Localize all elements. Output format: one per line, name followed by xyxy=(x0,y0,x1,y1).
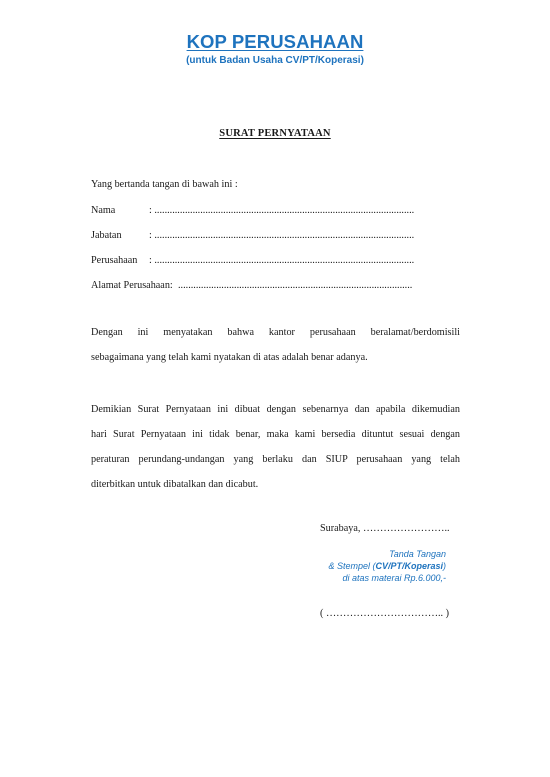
field-value-nama: : ...................................................................................................... xyxy=(149,205,415,216)
paragraph1-line1: Dengan ini menyatakan bahwa kantor perusahaan beralamat/berdomisili xyxy=(91,327,460,338)
field-label-alamat: Alamat Perusahaan: xyxy=(91,280,173,291)
letterhead-title: KOP PERUSAHAAN xyxy=(186,31,364,52)
paragraph1-line2: sebagaimana yang telah kami nyatakan di atas adalah benar adanya. xyxy=(91,352,368,363)
paragraph2-line2: hari Surat Pernyataan ini tidak benar, maka kami bersedia dituntut sesuai dengan xyxy=(91,429,460,440)
document-title: SURAT PERNYATAAN xyxy=(219,128,331,139)
field-value-alamat: ............................................................................................ xyxy=(178,280,413,291)
field-label-jabatan: Jabatan xyxy=(91,230,122,241)
paragraph2-line1: Demikian Surat Pernyataan ini dibuat dengan sebenarnya dan apabila dikemudian xyxy=(91,404,460,415)
field-label-perusahaan: Perusahaan xyxy=(91,255,138,266)
place-date: Surabaya, …………………….. xyxy=(320,523,450,534)
paragraph2-line4: diterbitkan untuk dibatalkan dan dicabut. xyxy=(91,479,259,490)
signature-note-line1: Tanda Tangan xyxy=(389,549,446,559)
intro-text: Yang bertanda tangan di bawah ini : xyxy=(91,179,238,190)
signature-note-line3: di atas materai Rp.6.000,- xyxy=(342,573,446,583)
letterhead-subtitle: (untuk Badan Usaha CV/PT/Koperasi) xyxy=(186,55,364,66)
paragraph2-line3: peraturan perundang-undangan yang berlaku dan SIUP perusahaan yang telah xyxy=(91,454,460,465)
field-value-perusahaan: : ...................................................................................................... xyxy=(149,255,415,266)
signature-name-placeholder: ( …………………………….. ) xyxy=(320,608,450,619)
field-value-jabatan: : ...................................................................................................... xyxy=(149,230,415,241)
signature-note-line2: & Stempel (CV/PT/Koperasi) xyxy=(328,561,446,571)
field-label-nama: Nama xyxy=(91,205,116,216)
